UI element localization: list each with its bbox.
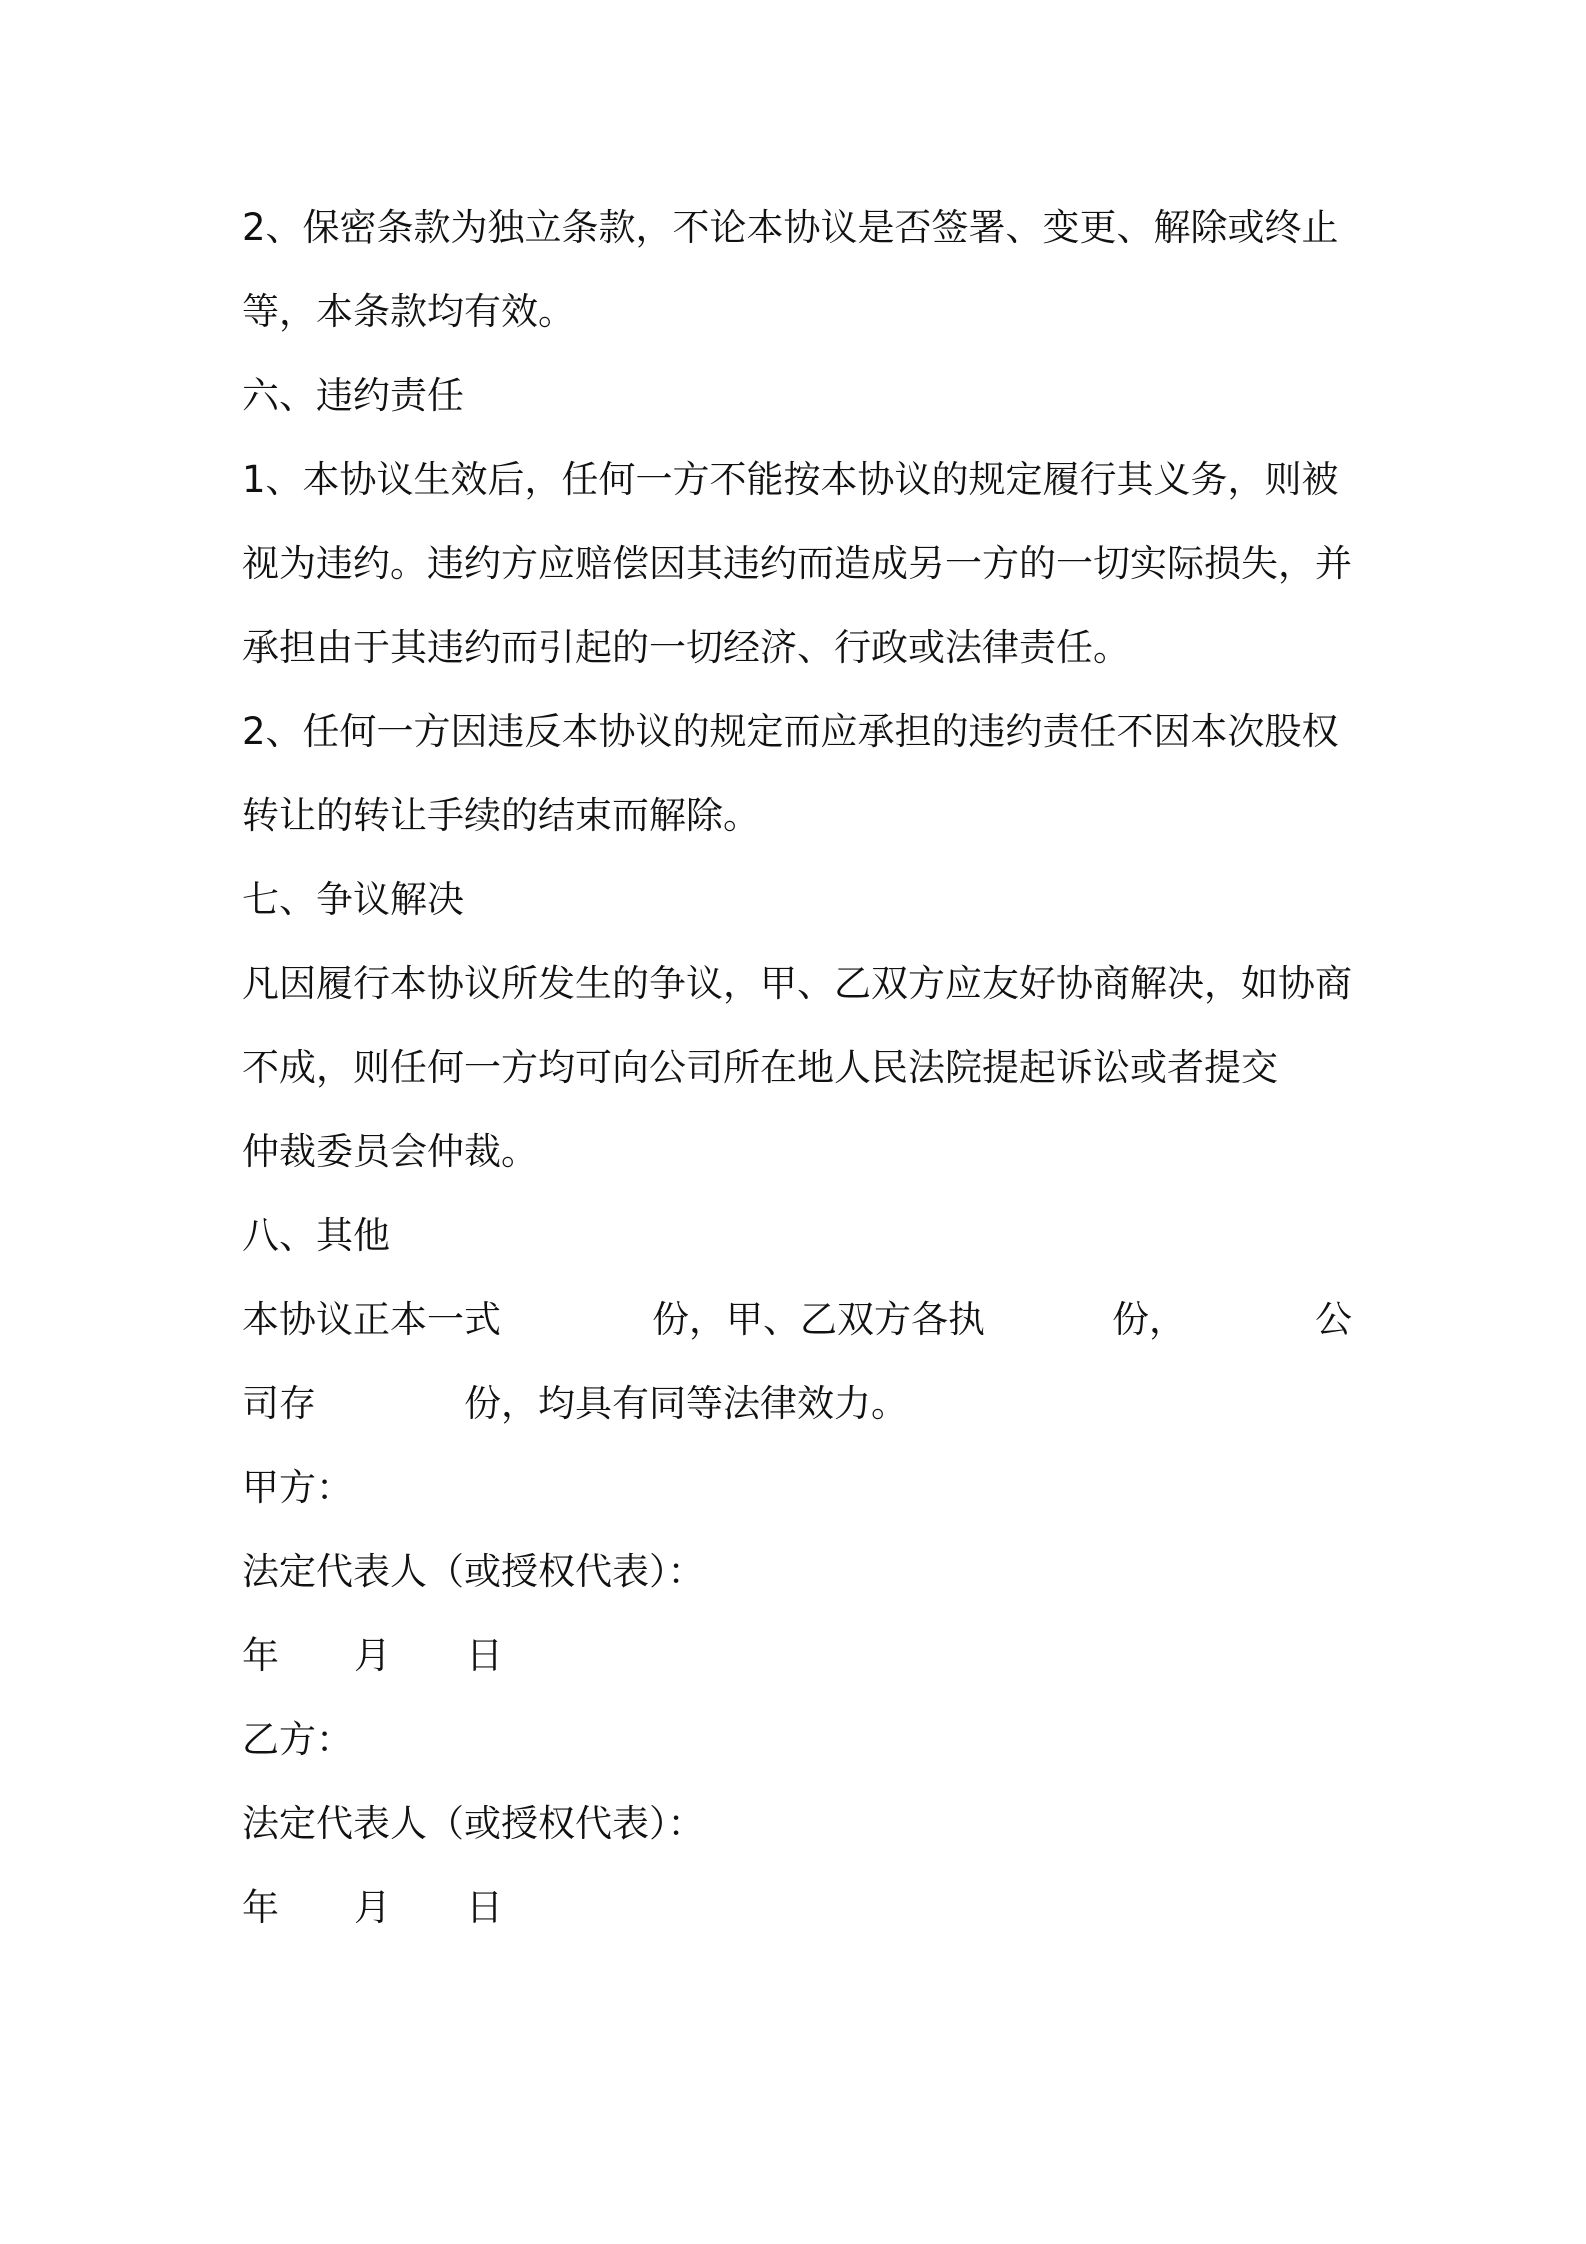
party-b-month: 月 [354, 1886, 391, 1929]
clause-5-item-2-line-2: 等，本条款均有效。 [242, 290, 575, 333]
copies-text-1: 本协议正本一式 [242, 1298, 501, 1341]
copies-text-2: 份，甲、乙双方各执 [652, 1298, 985, 1341]
section-6-item-2-line-1: 2、任何一方因违反本协议的规定而应承担的违约责任不因本次股权 [242, 710, 1339, 753]
section-7-para-line-2: 不成，则任何一方均可向公司所在地人民法院提起诉讼或者提交 [242, 1046, 1278, 1089]
section-7-heading: 七、争议解决 [242, 878, 464, 921]
party-b-day: 日 [466, 1886, 503, 1929]
section-6-item-2-line-2: 转让的转让手续的结束而解除。 [242, 794, 760, 837]
section-7-para-line-1: 凡因履行本协议所发生的争议，甲、乙双方应友好协商解决，如协商 [242, 962, 1352, 1005]
section-6-item-1-line-1: 1、本协议生效后，任何一方不能按本协议的规定履行其义务，则被 [242, 458, 1339, 501]
copies-text-4: 公 [1315, 1298, 1352, 1341]
party-a-rep-label: 法定代表人（或授权代表）： [242, 1550, 705, 1593]
copies-line-2-text-2: 份，均具有同等法律效力。 [464, 1382, 908, 1425]
copies-text-3: 份， [1112, 1298, 1186, 1341]
copies-line-2 [242, 1374, 1352, 1434]
copies-line-2-text-1: 司存 [242, 1382, 316, 1425]
section-8-heading: 八、其他 [242, 1214, 390, 1257]
party-b-rep-label: 法定代表人（或授权代表）： [242, 1802, 705, 1845]
party-a-label: 甲方： [242, 1466, 353, 1509]
party-b-year: 年 [242, 1886, 279, 1929]
section-6-item-1-line-2: 视为违约。违约方应赔偿因其违约而造成另一方的一切实际损失，并 [242, 542, 1352, 585]
party-b-label: 乙方： [242, 1718, 353, 1761]
party-b-date [242, 1878, 1352, 1938]
copies-line-1 [242, 1290, 1352, 1350]
section-7-para-line-3: 仲裁委员会仲裁。 [242, 1130, 538, 1173]
party-a-date [242, 1626, 1352, 1686]
section-6-heading: 六、违约责任 [242, 374, 464, 417]
party-a-day: 日 [466, 1634, 503, 1677]
clause-5-item-2-line-1: 2、保密条款为独立条款，不论本协议是否签署、变更、解除或终止 [242, 206, 1339, 249]
party-a-month: 月 [354, 1634, 391, 1677]
section-6-item-1-line-3: 承担由于其违约而引起的一切经济、行政或法律责任。 [242, 626, 1130, 669]
party-a-year: 年 [242, 1634, 279, 1677]
